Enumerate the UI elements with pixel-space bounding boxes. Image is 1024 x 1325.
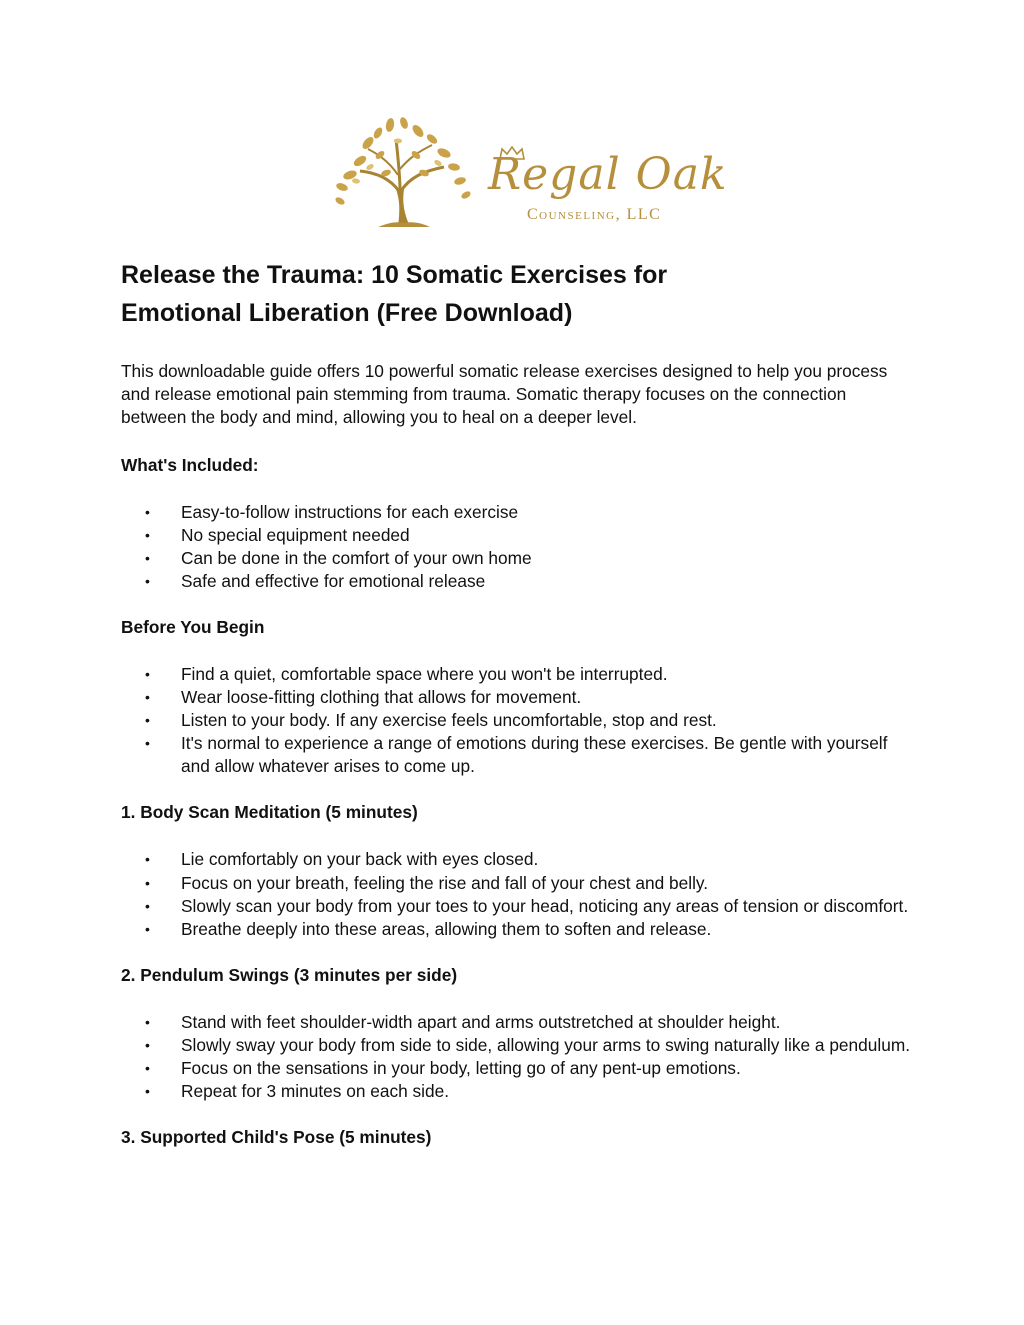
bullet-icon: • xyxy=(145,689,150,706)
section-heading-childs-pose: 3. Supported Child's Pose (5 minutes) xyxy=(121,1127,432,1148)
list-item: • Safe and effective for emotional release xyxy=(121,570,911,593)
list-item: • Breathe deeply into these areas, allowing them to soften and release. xyxy=(121,918,911,941)
bullet-icon: • xyxy=(145,851,150,868)
oak-tree-icon xyxy=(320,115,490,235)
intro-paragraph: This downloadable guide offers 10 powerful somatic release exercises designed to help you process and release emotional pain stemming from trauma. Somatic therapy focuses on the connection between the body and mind, allowing you to heal on a deeper level. xyxy=(121,361,888,428)
page-title xyxy=(121,256,911,332)
logo-wordmark: Regal Oak xyxy=(488,149,728,200)
list-before-you-begin xyxy=(121,663,911,778)
list-item: • Lie comfortably on your back with eyes closed. xyxy=(121,848,911,871)
regal-oak-logo xyxy=(320,115,728,240)
bullet-icon: • xyxy=(145,572,150,589)
list-item: • Can be done in the comfort of your own home xyxy=(121,547,911,570)
bullet-icon: • xyxy=(145,526,150,543)
section-heading-whats-included: What's Included: xyxy=(121,454,259,475)
list-item: • Focus on your breath, feeling the rise and fall of your chest and belly. xyxy=(121,872,911,895)
bullet-icon: • xyxy=(145,1013,150,1030)
bullet-icon: • xyxy=(145,665,150,682)
section-heading-body-scan: 1. Body Scan Meditation (5 minutes) xyxy=(121,802,418,823)
bullet-icon: • xyxy=(145,874,150,891)
list-item: • Stand with feet shoulder-width apart and arms outstretched at shoulder height. xyxy=(121,1011,911,1034)
page-title-line-2: Emotional Liberation (Free Download) xyxy=(121,299,573,327)
bullet-icon: • xyxy=(145,503,150,520)
list-item: • Slowly sway your body from side to side, allowing your arms to swing naturally like a pendulum. xyxy=(121,1034,911,1057)
section-heading-before-you-begin: Before You Begin xyxy=(121,616,265,637)
main-content xyxy=(121,256,911,1149)
bullet-icon: • xyxy=(145,1036,150,1053)
list-whats-included xyxy=(121,501,911,593)
list-item: • Repeat for 3 minutes on each side. xyxy=(121,1080,911,1103)
list-item: • Focus on the sensations in your body, letting go of any pent-up emotions. xyxy=(121,1057,911,1080)
bullet-icon: • xyxy=(145,897,150,914)
list-pendulum-swings xyxy=(121,1011,911,1103)
bullet-icon: • xyxy=(145,1060,150,1077)
list-item: • No special equipment needed xyxy=(121,524,911,547)
list-item: • Find a quiet, comfortable space where you won't be interrupted. xyxy=(121,663,911,686)
bullet-icon: • xyxy=(145,1083,150,1100)
list-item: • Easy-to-follow instructions for each exercise xyxy=(121,501,911,524)
list-item: • Listen to your body. If any exercise feels uncomfortable, stop and rest. xyxy=(121,709,911,732)
list-body-scan xyxy=(121,848,911,940)
section-heading-pendulum-swings: 2. Pendulum Swings (3 minutes per side) xyxy=(121,964,458,985)
bullet-icon: • xyxy=(145,549,150,566)
bullet-icon: • xyxy=(145,920,150,937)
bullet-icon: • xyxy=(145,735,150,752)
list-item: • It's normal to experience a range of emotions during these exercises. Be gentle with yourself and allow whatever arises to come up. xyxy=(145,733,888,777)
bullet-icon: • xyxy=(145,712,150,729)
page-title-line-1: Release the Trauma: 10 Somatic Exercises for xyxy=(121,261,668,289)
logo-subtitle: Counseling, LLC xyxy=(527,206,662,223)
list-item: • Wear loose-fitting clothing that allows for movement. xyxy=(121,686,911,709)
list-item: • Slowly scan your body from your toes to your head, noticing any areas of tension or discomfort. xyxy=(121,895,911,918)
